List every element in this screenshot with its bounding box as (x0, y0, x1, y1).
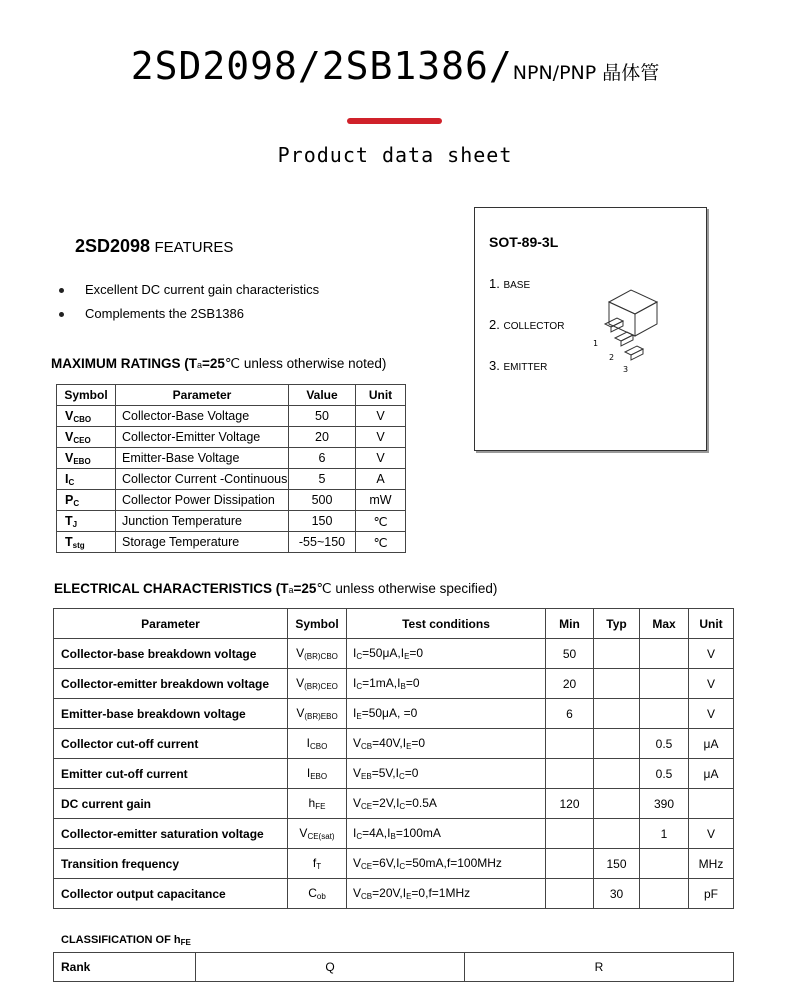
electrical-title (54, 581, 497, 597)
symbol-text: P (65, 492, 74, 507)
min-cell (546, 849, 594, 879)
header-cell: Min (546, 609, 594, 639)
cond-sub: C (398, 772, 405, 781)
symbol-text: I (306, 736, 310, 750)
cond-sub: C (399, 802, 406, 811)
title-accent-bar (347, 118, 442, 124)
parameter-cell: DC current gain (54, 789, 288, 819)
symbol-sub: (BR)EBO (304, 712, 338, 721)
unit-cell: A (356, 469, 406, 490)
pin-number: 1. (489, 276, 500, 291)
cond-value: =0 (404, 766, 419, 780)
header-cell: Parameter (116, 385, 289, 406)
symbol-sub: FE (315, 802, 326, 811)
table-header-row (57, 385, 406, 406)
symbol-cell (288, 699, 347, 729)
symbol-cell (288, 789, 347, 819)
electrical-title-sub: a (288, 585, 294, 595)
typ-cell (594, 819, 640, 849)
max-cell: 390 (640, 789, 689, 819)
symbol-cell (288, 729, 347, 759)
header-cell: Symbol (57, 385, 116, 406)
unit-cell: μA (689, 729, 734, 759)
cond-sub: B (400, 682, 406, 691)
cond-symbol: V (353, 766, 362, 780)
cond-symbol: V (353, 736, 362, 750)
table-row (57, 448, 406, 469)
cond-value: =4A, (362, 826, 388, 840)
symbol-text: C (308, 886, 317, 900)
header-cell: Value (289, 385, 356, 406)
max-cell: 0.5 (640, 759, 689, 789)
unit-cell: ℃ (356, 511, 406, 532)
pin-number: 3. (489, 358, 500, 373)
pin-item (489, 358, 547, 373)
unit-cell: V (689, 699, 734, 729)
parameter-cell: Collector-emitter breakdown voltage (54, 669, 288, 699)
max-ratings-table (56, 384, 406, 553)
max-cell (640, 699, 689, 729)
classification-table (53, 952, 734, 982)
test-condition-cell (347, 729, 546, 759)
header-cell: Parameter (54, 609, 288, 639)
rank-label-cell: Rank (54, 953, 196, 982)
cond-value: =50μA, =0 (361, 706, 418, 720)
max-ratings-title-pre: MAXIMUM RATINGS (T (51, 356, 197, 371)
pin-name: COLLECTOR (503, 321, 565, 332)
table-row (54, 879, 734, 909)
parameter-cell: Emitter-Base Voltage (116, 448, 289, 469)
parameter-cell: Junction Temperature (116, 511, 289, 532)
test-condition-cell (347, 789, 546, 819)
cond-symbol: I (353, 676, 357, 690)
symbol-sub: ob (316, 892, 326, 901)
cond-sub: E (406, 892, 412, 901)
max-cell (640, 849, 689, 879)
cond-sub: C (356, 682, 363, 691)
symbol-sub: C (73, 498, 80, 508)
electrical-title-post: ℃ unless otherwise specified) (316, 581, 498, 596)
cond-symbol: I (397, 676, 401, 690)
table-row (54, 729, 734, 759)
test-condition-cell (347, 669, 546, 699)
unit-cell: MHz (689, 849, 734, 879)
feature-item (59, 306, 244, 321)
min-cell: 50 (546, 639, 594, 669)
cond-sub: B (390, 832, 396, 841)
min-cell (546, 879, 594, 909)
symbol-cell (288, 759, 347, 789)
unit-cell: mW (356, 490, 406, 511)
symbol-cell (288, 879, 347, 909)
cond-symbol: I (353, 646, 357, 660)
feature-text: Complements the 2SB1386 (85, 306, 244, 321)
bullet-icon (59, 312, 64, 317)
pin-item (489, 276, 530, 291)
min-cell (546, 729, 594, 759)
classification-title (61, 934, 191, 947)
symbol-cell (57, 448, 116, 469)
cond-sub: E (404, 652, 410, 661)
symbol-sub: EBO (310, 772, 328, 781)
page-title (0, 44, 790, 88)
max-cell (640, 879, 689, 909)
parameter-cell: Collector-base breakdown voltage (54, 639, 288, 669)
table-row (57, 490, 406, 511)
symbol-text: V (296, 646, 305, 660)
table-row (57, 427, 406, 448)
table-header-row (54, 609, 734, 639)
table-row (57, 469, 406, 490)
header-cell: Test conditions (347, 609, 546, 639)
cond-value: =5V, (371, 766, 396, 780)
table-row (57, 511, 406, 532)
table-row (54, 849, 734, 879)
cond-symbol: I (395, 766, 399, 780)
page-subtitle: Product data sheet (277, 143, 513, 167)
symbol-cell (57, 532, 116, 553)
parameter-cell: Collector-Emitter Voltage (116, 427, 289, 448)
cond-sub: CB (361, 892, 373, 901)
cond-sub: E (356, 712, 362, 721)
test-condition-cell (347, 639, 546, 669)
symbol-sub: EBO (73, 456, 91, 466)
symbol-cell (288, 639, 347, 669)
typ-cell (594, 639, 640, 669)
cond-symbol: I (396, 856, 400, 870)
symbol-sub: (BR)CBO (304, 652, 338, 661)
rank-cell: R (465, 953, 734, 982)
cond-value: =0 (411, 736, 426, 750)
typ-cell (594, 729, 640, 759)
symbol-text: I (306, 766, 311, 780)
unit-cell: ℃ (356, 532, 406, 553)
max-ratings-title (51, 356, 386, 372)
test-condition-cell (347, 819, 546, 849)
min-cell (546, 759, 594, 789)
pin-label: 3 (623, 365, 629, 374)
typ-cell (594, 759, 640, 789)
table-row (57, 532, 406, 553)
symbol-text: V (296, 676, 305, 690)
symbol-text: h (308, 796, 316, 810)
symbol-sub: T (316, 862, 322, 871)
min-cell (546, 819, 594, 849)
features-label: FEATURES (154, 239, 234, 256)
test-condition-cell (347, 849, 546, 879)
symbol-text: I (65, 471, 69, 486)
cond-sub: CE (361, 802, 373, 811)
value-cell: 50 (289, 406, 356, 427)
pin-item (489, 317, 564, 332)
cond-value: =0.5A (405, 796, 437, 810)
symbol-text: T (65, 534, 73, 549)
cond-symbol: I (387, 826, 391, 840)
cond-symbol: I (353, 706, 357, 720)
table-row (54, 669, 734, 699)
electrical-title-mid: =25 (293, 581, 317, 596)
typ-cell: 150 (594, 849, 640, 879)
parameter-cell: Collector-Base Voltage (116, 406, 289, 427)
cond-symbol: I (353, 826, 357, 840)
value-cell: 150 (289, 511, 356, 532)
symbol-cell (288, 819, 347, 849)
unit-cell: V (356, 427, 406, 448)
pin-label: 2 (609, 353, 615, 362)
table-row (54, 819, 734, 849)
max-cell (640, 639, 689, 669)
typ-cell: 30 (594, 879, 640, 909)
symbol-cell (57, 511, 116, 532)
parameter-cell: Collector-emitter saturation voltage (54, 819, 288, 849)
cond-symbol: V (353, 886, 362, 900)
cond-value: =50μA, (362, 646, 401, 660)
symbol-text: V (65, 429, 74, 444)
max-cell: 0.5 (640, 729, 689, 759)
typ-cell (594, 699, 640, 729)
cond-symbol: V (353, 796, 362, 810)
parameter-cell: Emitter cut-off current (54, 759, 288, 789)
title-transistor-type: NPN/PNP 晶体管 (512, 62, 660, 84)
symbol-text: f (312, 856, 317, 870)
min-cell: 20 (546, 669, 594, 699)
value-cell: 500 (289, 490, 356, 511)
parameter-cell: Storage Temperature (116, 532, 289, 553)
unit-cell: μA (689, 759, 734, 789)
feature-text: Excellent DC current gain characteristics (85, 282, 320, 297)
min-cell: 120 (546, 789, 594, 819)
parameter-cell: Collector Current -Continuous (116, 469, 289, 490)
cond-value: =0 (405, 676, 420, 690)
table-row (54, 759, 734, 789)
symbol-text: T (65, 513, 73, 528)
package-box (474, 207, 707, 451)
parameter-cell: Collector output capacitance (54, 879, 288, 909)
min-cell: 6 (546, 699, 594, 729)
unit-cell: V (689, 819, 734, 849)
symbol-cell (57, 469, 116, 490)
cond-value: =20V, (372, 886, 403, 900)
max-ratings-title-post: ℃ unless otherwise noted) (224, 356, 387, 371)
header-cell: Unit (356, 385, 406, 406)
sot89-package-icon (587, 280, 687, 380)
symbol-sub: stg (72, 540, 85, 550)
pin-label: 1 (593, 339, 599, 348)
test-condition-cell (347, 879, 546, 909)
electrical-table (53, 608, 734, 909)
symbol-sub: CEO (73, 435, 91, 445)
symbol-cell (57, 427, 116, 448)
symbol-text: V (65, 450, 74, 465)
symbol-sub: C (68, 477, 75, 487)
symbol-cell (57, 490, 116, 511)
parameter-cell: Collector cut-off current (54, 729, 288, 759)
cond-value: =100mA (395, 826, 441, 840)
unit-cell: pF (689, 879, 734, 909)
symbol-text: V (296, 706, 305, 720)
unit-cell: V (689, 639, 734, 669)
symbol-text: V (65, 408, 74, 423)
bullet-icon (59, 288, 64, 293)
unit-cell: V (356, 406, 406, 427)
symbol-sub: J (72, 519, 78, 529)
symbol-sub: (BR)CEO (304, 682, 338, 691)
header-cell: Max (640, 609, 689, 639)
cond-value: =0 (409, 646, 424, 660)
cond-symbol: I (396, 796, 400, 810)
pin-name: BASE (503, 280, 531, 291)
parameter-cell: Emitter-base breakdown voltage (54, 699, 288, 729)
pin-number: 2. (489, 317, 500, 332)
header-cell: Symbol (288, 609, 347, 639)
cond-sub: C (399, 862, 406, 871)
value-cell: 6 (289, 448, 356, 469)
symbol-cell (288, 669, 347, 699)
rank-cell: Q (196, 953, 465, 982)
cond-sub: EB (361, 772, 372, 781)
value-cell: 20 (289, 427, 356, 448)
max-cell: 1 (640, 819, 689, 849)
symbol-sub: CBO (310, 742, 328, 751)
title-part-numbers: 2SD2098/2SB1386/ (130, 44, 513, 88)
feature-item (59, 282, 319, 297)
features-part: 2SD2098 (75, 236, 151, 256)
symbol-sub: CE(sat) (307, 832, 335, 841)
cond-symbol: V (353, 856, 362, 870)
classification-title-text: CLASSIFICATION OF h (61, 934, 181, 946)
cond-symbol: I (402, 886, 407, 900)
classification-title-sub: FE (180, 938, 191, 947)
electrical-title-pre: ELECTRICAL CHARACTERISTICS (T (54, 581, 289, 596)
unit-cell: V (356, 448, 406, 469)
package-name: SOT-89-3L (489, 234, 559, 250)
value-cell: 5 (289, 469, 356, 490)
header-cell: Typ (594, 609, 640, 639)
cond-value: =50mA,f=100MHz (405, 856, 502, 870)
table-row (54, 699, 734, 729)
max-cell (640, 669, 689, 699)
unit-cell (689, 789, 734, 819)
cond-sub: CE (361, 862, 373, 871)
table-row (54, 789, 734, 819)
cond-sub: C (356, 832, 363, 841)
header-cell: Unit (689, 609, 734, 639)
symbol-cell (288, 849, 347, 879)
cond-symbol: I (400, 646, 405, 660)
cond-value: =0,f=1MHz (411, 886, 471, 900)
cond-value: =40V, (372, 736, 403, 750)
symbol-text: V (299, 826, 308, 840)
cond-sub: CB (361, 742, 373, 751)
test-condition-cell (347, 699, 546, 729)
parameter-cell: Transition frequency (54, 849, 288, 879)
pin-name: EMITTER (503, 362, 548, 373)
test-condition-cell (347, 759, 546, 789)
cond-sub: C (356, 652, 363, 661)
value-cell: -55~150 (289, 532, 356, 553)
table-row (57, 406, 406, 427)
typ-cell (594, 789, 640, 819)
cond-value: =1mA, (362, 676, 398, 690)
symbol-sub: CBO (73, 414, 92, 424)
cond-value: =2V, (372, 796, 397, 810)
symbol-cell (57, 406, 116, 427)
parameter-cell: Collector Power Dissipation (116, 490, 289, 511)
features-heading (75, 236, 233, 257)
cond-symbol: I (402, 736, 407, 750)
typ-cell (594, 669, 640, 699)
table-row (54, 639, 734, 669)
table-row (54, 953, 734, 982)
unit-cell: V (689, 669, 734, 699)
max-ratings-title-mid: =25 (202, 356, 225, 371)
cond-sub: E (406, 742, 412, 751)
max-ratings-title-sub: a (196, 360, 202, 370)
cond-value: =6V, (372, 856, 397, 870)
